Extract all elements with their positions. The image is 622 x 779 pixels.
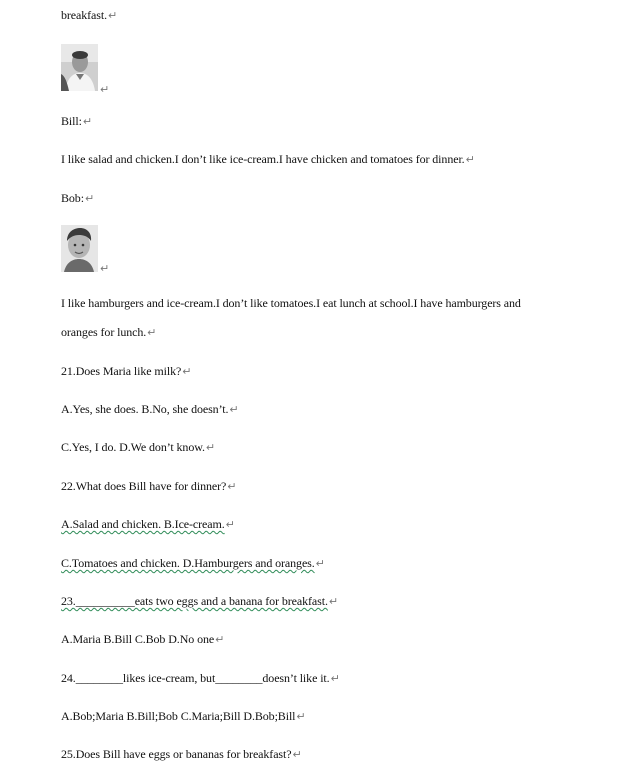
bob-paragraph-line-2: oranges for lunch.↵ [61,325,157,339]
question-21-options-ab: A.Yes, she does. B.No, she doesn’t.↵ [61,402,239,416]
bill-photo [61,44,98,91]
question-22: 22.What does Bill have for dinner?↵ [61,479,237,493]
question-24: 24.________likes ice-cream, but________doesn’t like it.↵ [61,671,340,685]
question-21-options-cd: C.Yes, I do. D.We don’t know.↵ [61,440,216,454]
paragraph-mark: ↵ [100,83,110,96]
bob-paragraph-line-1: I like hamburgers and ice-cream.I don’t like tomatoes.I eat lunch at school.I have hamburgers and [61,296,521,310]
bill-label: Bill:↵ [61,114,92,128]
bob-label: Bob:↵ [61,191,95,205]
question-22-options-ab: A.Salad and chicken. B.Ice-cream.↵ [61,517,235,531]
bill-paragraph: I like salad and chicken.I don’t like ice-cream.I have chicken and tomatoes for dinner.↵ [61,152,475,166]
paragraph-mark: ↵ [100,262,110,275]
question-25: 25.Does Bill have eggs or bananas for breakfast?↵ [61,747,302,761]
question-24-options: A.Bob;Maria B.Bill;Bob C.Maria;Bill D.Bob;Bill↵ [61,709,306,723]
question-23: 23.__________eats two eggs and a banana for breakfast.↵ [61,594,338,608]
question-21: 21.Does Maria like milk?↵ [61,364,192,378]
question-23-options: A.Maria B.Bill C.Bob D.No one↵ [61,632,225,646]
question-22-options-cd: C.Tomatoes and chicken. D.Hamburgers and oranges.↵ [61,556,325,570]
text-line-breakfast: breakfast.↵ [61,8,118,22]
bob-photo [61,225,98,272]
